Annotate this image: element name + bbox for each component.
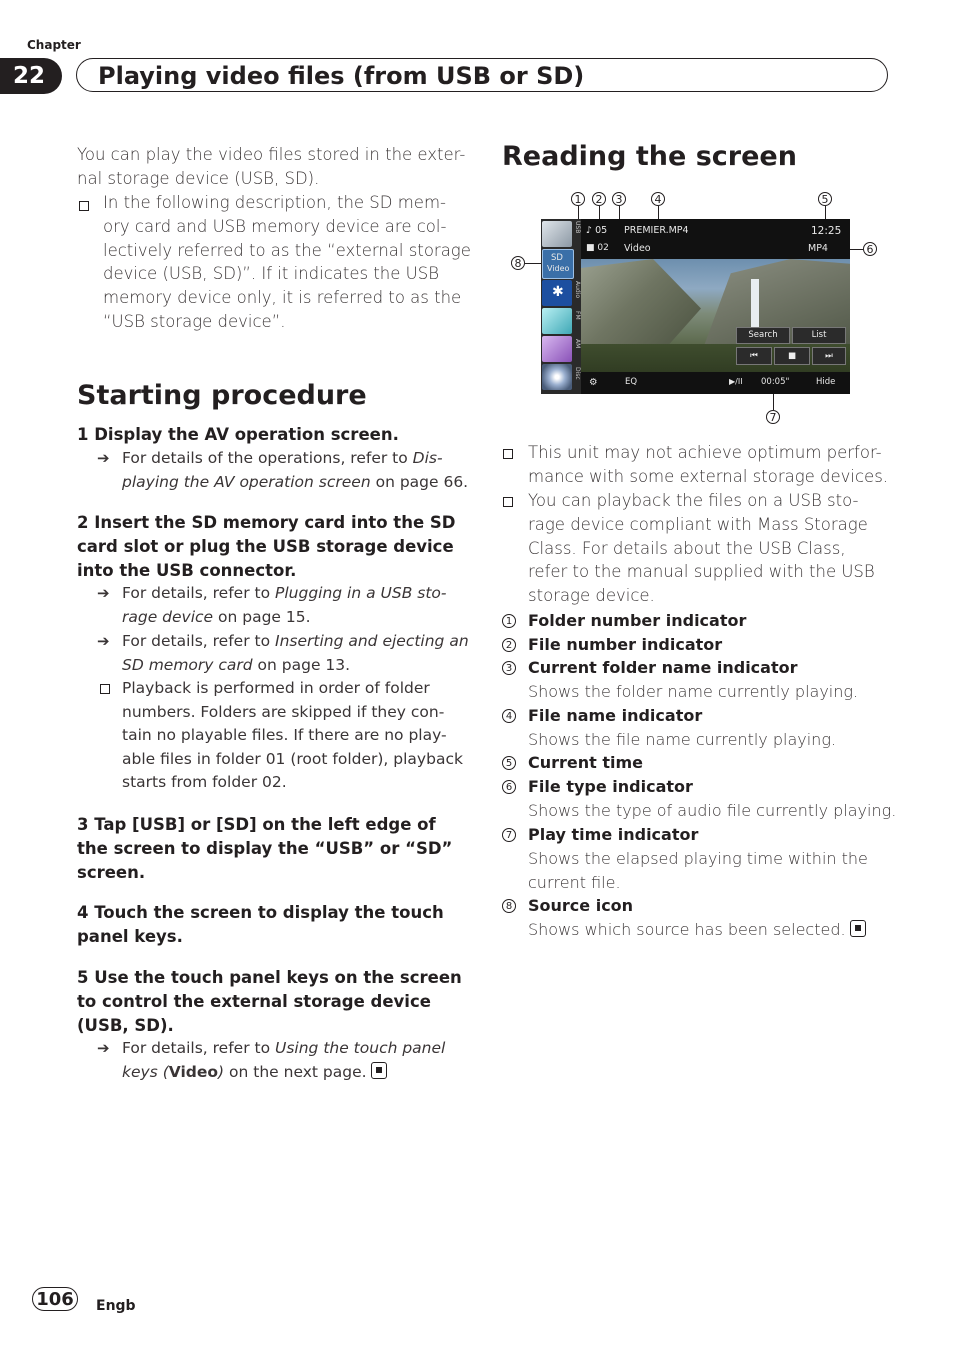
disc-source-tile[interactable] xyxy=(542,364,572,390)
callout-6: 6 xyxy=(863,242,877,256)
chapter-title: Playing video files (from USB or SD) xyxy=(98,62,585,90)
callout-1: 1 xyxy=(571,192,585,206)
tab-disc[interactable]: Disc xyxy=(574,367,581,380)
checkbox-bullet-icon xyxy=(503,497,513,507)
callout-2: 2 xyxy=(592,192,606,206)
next-track-button[interactable]: ⏭ xyxy=(812,347,846,365)
play-time-indicator: 00:05" xyxy=(761,377,790,387)
item-file-name: 4 File name indicator xyxy=(502,704,516,728)
list-button[interactable]: List xyxy=(792,327,846,344)
file-name-indicator: PREMIER.MP4 xyxy=(624,225,689,236)
item-source-icon: 8 Source icon xyxy=(502,894,516,918)
arrow-icon: ➔ xyxy=(97,449,110,467)
item-file-type-desc: Shows the type of audio file currently playing. xyxy=(528,801,897,820)
folder-number-indicator: ♪ 05 xyxy=(586,225,608,236)
tab-audio[interactable]: Audio xyxy=(574,281,581,299)
search-button[interactable]: Search xyxy=(736,327,790,344)
source-sidebar xyxy=(541,219,581,394)
control-bar xyxy=(581,372,850,394)
fm-source-tile[interactable] xyxy=(542,308,572,334)
arrow-icon: ➔ xyxy=(97,584,110,602)
end-mark-icon xyxy=(371,1062,387,1079)
checkbox-bullet-icon xyxy=(79,201,89,211)
item-play-time-desc: Shows the elapsed playing time within the current file. xyxy=(528,849,868,892)
hide-button[interactable]: Hide xyxy=(816,377,836,387)
step-5: 5 Use the touch panel keys on the screen to control the external storage device (USB, SD). xyxy=(77,968,462,1035)
screen-figure xyxy=(541,219,850,394)
checkbox-bullet-icon xyxy=(503,449,513,459)
current-time: 12:25 xyxy=(811,225,842,237)
item-current-folder-name: 3 Current folder name indicator xyxy=(502,656,516,680)
callout-3: 3 xyxy=(612,192,626,206)
callout-5: 5 xyxy=(818,192,832,206)
stop-button[interactable]: ■ xyxy=(774,347,810,365)
eq-button[interactable]: EQ xyxy=(625,377,638,387)
language-code: Engb xyxy=(96,1298,136,1314)
item-current-folder-name-desc: Shows the folder name currently playing. xyxy=(528,682,859,701)
page-number: 106 xyxy=(32,1287,78,1311)
callout-7: 7 xyxy=(766,410,780,424)
settings-icon[interactable]: ⚙ xyxy=(589,377,598,388)
bluetooth-audio-tile[interactable] xyxy=(542,280,572,306)
item-file-number: 2 File number indicator xyxy=(502,633,516,657)
step-4: 4 Touch the screen to display the touch panel keys. xyxy=(77,903,444,946)
play-pause-button[interactable]: ▶/II xyxy=(729,377,743,386)
heading-starting-procedure: Starting procedure xyxy=(77,380,367,411)
tab-am[interactable]: AM xyxy=(574,339,581,349)
item-file-name-desc: Shows the file name currently playing. xyxy=(528,730,836,749)
item-folder-number: 1 Folder number indicator xyxy=(502,609,516,633)
intro-text: You can play the video files stored in the exter- nal storage device (USB, SD). xyxy=(77,145,466,188)
previous-track-button[interactable]: ⏮ xyxy=(736,347,772,365)
step-2: 2 Insert the SD memory card into the SD card slot or plug the USB storage device into the USB connector. xyxy=(77,513,456,580)
am-source-tile[interactable] xyxy=(542,336,572,362)
usb-source-tile[interactable] xyxy=(542,221,572,247)
item-current-time: 5 Current time xyxy=(502,751,516,775)
heading-reading-the-screen: Reading the screen xyxy=(502,141,797,172)
arrow-icon: ➔ xyxy=(97,632,110,650)
bluetooth-icon: ✱ xyxy=(552,284,564,300)
chapter-number: 22 xyxy=(0,58,62,94)
file-type-indicator: MP4 xyxy=(808,243,828,254)
current-folder-name-indicator: Video xyxy=(624,243,651,254)
step-3: 3 Tap [USB] or [SD] on the left edge of the screen to display the “USB” or “SD” screen. xyxy=(77,815,453,882)
item-source-icon-desc: Shows which source has been selected. xyxy=(528,918,866,942)
file-number-indicator: ■ 02 xyxy=(586,243,609,253)
sd-source-icon[interactable]: SD Video xyxy=(542,249,574,279)
tab-fm[interactable]: FM xyxy=(574,311,581,320)
callout-4: 4 xyxy=(651,192,665,206)
checkbox-bullet-icon xyxy=(100,684,110,694)
arrow-icon: ➔ xyxy=(97,1039,110,1057)
step-1: 1 Display the AV operation screen. xyxy=(77,425,399,444)
item-play-time: 7 Play time indicator xyxy=(502,823,516,847)
chapter-label: Chapter xyxy=(27,38,81,52)
tab-usb[interactable]: USB xyxy=(574,221,581,234)
end-mark-icon xyxy=(850,920,866,937)
callout-8: 8 xyxy=(511,256,525,270)
item-file-type: 6 File type indicator xyxy=(502,775,516,799)
